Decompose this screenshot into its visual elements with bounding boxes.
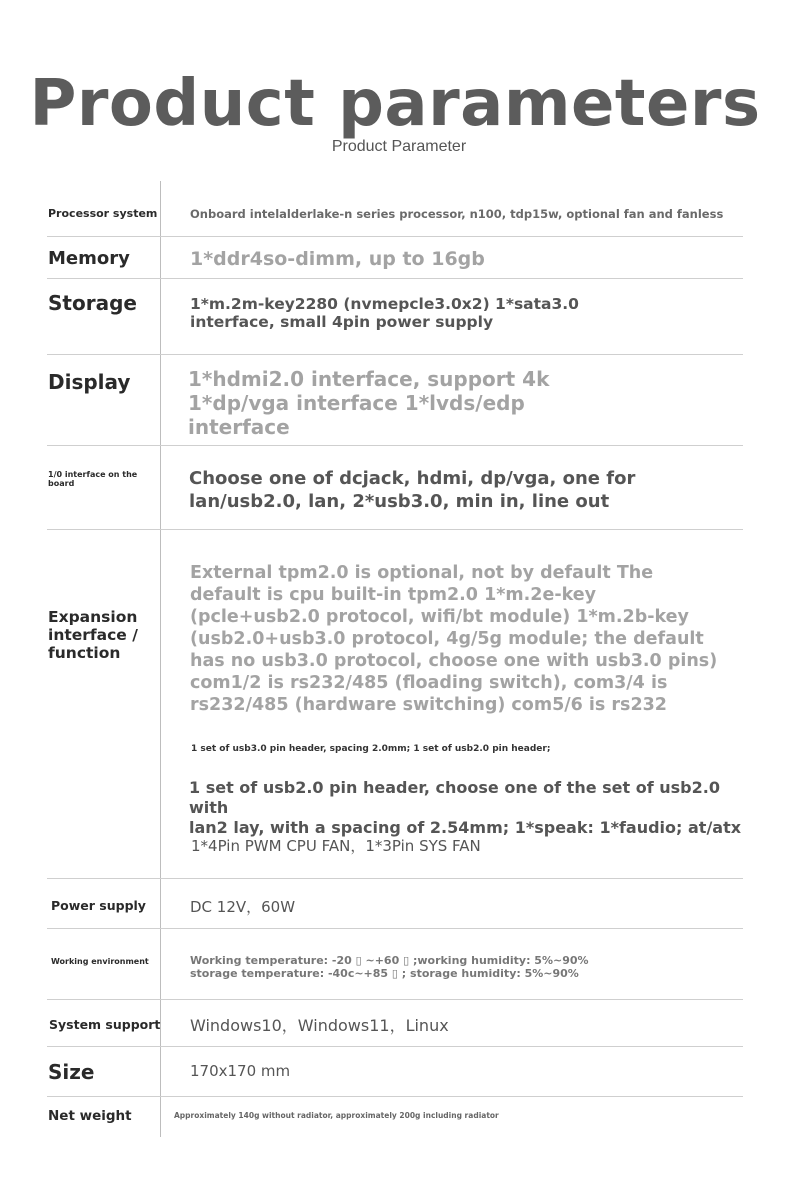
spec-row-size (47, 1047, 743, 1097)
spec-label-environment: Working environment (51, 957, 149, 966)
spec-row-storage (47, 279, 743, 355)
spec-row-expansion (47, 530, 743, 879)
spec-value-display: 1*hdmi2.0 interface, support 4k 1*dp/vga interface 1*lvds/edp interface (188, 367, 550, 439)
spec-value-expansion-usb: 1 set of usb2.0 pin header, choose one of the set of usb2.0 with lan2 lay, with a spacing of 2.54mm; 1*speak: 1*faudio; at/atx (189, 778, 742, 837)
spec-label-storage: Storage (48, 291, 137, 315)
spec-value-memory: 1*ddr4so-dimm, up to 16gb (190, 248, 485, 270)
spec-value-power: DC 12V，60W (190, 898, 296, 916)
spec-value-io: Choose one of dcjack, hdmi, dp/vga, one for lan/usb2.0, lan, 2*usb3.0, min in, line out (189, 468, 636, 512)
spec-value-expansion-pin-header: 1 set of usb3.0 pin header, spacing 2.0mm; 1 set of usb2.0 pin header; (191, 744, 551, 754)
spec-row-weight (47, 1097, 743, 1137)
spec-label-expansion: Expansion interface / function (48, 608, 138, 662)
spec-label-memory: Memory (48, 248, 130, 269)
spec-row-processor (47, 181, 743, 237)
spec-row-io (47, 446, 743, 530)
spec-value-expansion-main: External tpm2.0 is optional, not by default The default is cpu built-in tpm2.0 1*m.2e-key (pcle+usb2.0 protocol, wifi/bt module) 1*m.2b-key (usb2.0+usb3.0 protocol, 4g/5g module; the default has no usb3.0 protocol, choose one with usb3.0 pins) com1/2 is rs232/485 (floading switch), com3/4 is rs232/485 (hardware switching) com5/6 is rs232 (190, 563, 718, 715)
spec-row-display (47, 355, 743, 446)
spec-label-power: Power supply (51, 898, 146, 913)
spec-value-expansion-fan: 1*4Pin PWM CPU FAN，1*3Pin SYS FAN (191, 837, 481, 855)
spec-value-size: 170x170 mm (190, 1062, 291, 1080)
spec-label-io: 1/0 interface on the board (48, 470, 138, 488)
spec-row-system (47, 1000, 743, 1047)
spec-label-system: System support (49, 1017, 161, 1032)
spec-row-power (47, 879, 743, 929)
page-title: Product parameters (29, 67, 761, 141)
spec-row-memory (47, 237, 743, 279)
page-subtitle: Product Parameter (331, 138, 467, 155)
spec-value-processor: Onboard intelalderlake-n series processor, n100, tdp15w, optional fan and fanless (190, 207, 724, 221)
spec-label-weight: Net weight (48, 1108, 132, 1124)
spec-label-size: Size (48, 1060, 95, 1084)
spec-value-weight: Approximately 140g without radiator, approximately 200g including radiator (174, 1111, 499, 1120)
spec-label-processor: Processor system (48, 207, 158, 220)
spec-label-display: Display (48, 370, 131, 394)
spec-value-system: Windows10，Windows11，Linux (190, 1016, 449, 1035)
spec-row-environment (47, 929, 743, 1000)
spec-value-storage: 1*m.2m-key2280 (nvmepcle3.0x2) 1*sata3.0 interface, small 4pin power supply (190, 295, 579, 331)
spec-value-environment: Working temperature: -20 ▯ ~+60 ▯ ;working humidity: 5%~90% storage temperature: -40c~+85 ▯ ; storage humidity: 5%~90% (190, 954, 589, 980)
